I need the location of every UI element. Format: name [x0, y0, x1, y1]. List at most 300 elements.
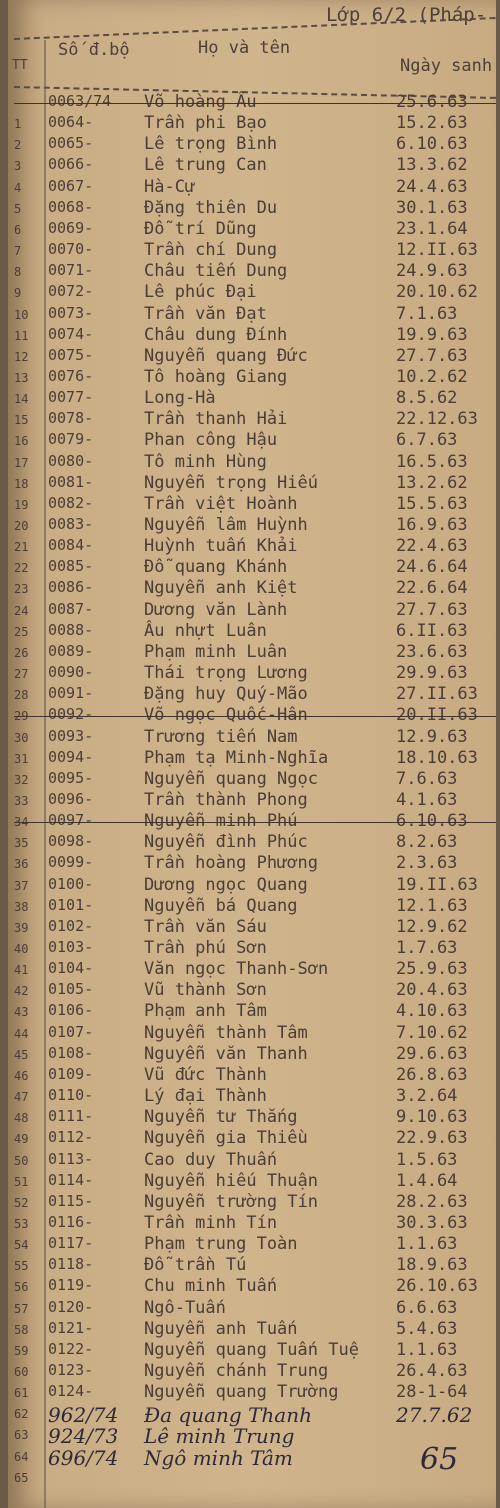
registry-number: 0113-: [48, 1149, 94, 1168]
row-number: 48: [14, 1111, 29, 1126]
registry-number: 0089-: [48, 641, 94, 660]
row-number: 41: [14, 963, 29, 978]
birth-date: 12.1.63: [396, 895, 468, 916]
birth-date: 23.6.63: [396, 641, 468, 662]
registry-number: 0079-: [48, 430, 94, 449]
table-row: [8, 621, 496, 642]
row-number: 10: [14, 307, 29, 322]
student-name: Phan công Hậu: [144, 430, 278, 451]
table-row: [8, 1276, 496, 1297]
registry-number: 962/74: [48, 1403, 119, 1428]
student-name: Nguyễn văn Thanh: [144, 1043, 308, 1064]
row-number: 24: [14, 603, 29, 618]
birth-date: 6.6.63: [396, 1297, 458, 1318]
page-number: 65: [420, 1442, 459, 1477]
table-row: [8, 261, 496, 282]
row-number: 59: [14, 1343, 29, 1358]
birth-date: 27.II.63: [396, 684, 478, 705]
registry-number: 0106-: [48, 1001, 94, 1020]
table-row: [8, 325, 496, 346]
row-number: 39: [14, 920, 29, 935]
student-name: Đỗ trần Tú: [144, 1255, 247, 1276]
table-row: [8, 219, 496, 240]
registry-number: 0092-: [48, 705, 94, 724]
row-number: 57: [14, 1301, 29, 1316]
student-name: Ngô-Tuấn: [144, 1297, 226, 1318]
table-row: [8, 642, 496, 663]
table-row: [8, 240, 496, 261]
student-name: Ngô minh Tâm: [144, 1445, 293, 1470]
student-name: Trần hoàng Phương: [144, 853, 318, 874]
row-number: 54: [14, 1238, 29, 1253]
student-name: Nguyễn anh Tuấn: [144, 1318, 298, 1339]
row-number: 1: [14, 117, 22, 132]
row-number: 34: [14, 815, 29, 830]
student-name: Lê phúc Đại: [144, 282, 257, 303]
registry-number: 0082-: [48, 493, 94, 512]
student-name: Chu minh Tuấn: [144, 1276, 278, 1297]
row-number: 15: [14, 413, 29, 428]
row-number: 55: [14, 1259, 29, 1274]
birth-date: 22.9.63: [396, 1128, 468, 1149]
registry-number: 0088-: [48, 620, 94, 639]
birth-date: 29.6.63: [396, 1043, 468, 1064]
student-name: Phạm trung Toàn: [144, 1234, 298, 1255]
row-number: 6: [14, 222, 22, 237]
student-name: Đặng thiên Du: [144, 197, 278, 218]
birth-date: 24.9.63: [396, 261, 468, 282]
registry-number: 0066-: [48, 155, 94, 174]
table-row: [8, 790, 496, 811]
registry-number: 0101-: [48, 895, 94, 914]
birth-date: 26.8.63: [396, 1064, 468, 1085]
table-row: [8, 705, 496, 726]
student-name: Đỗ quang Khánh: [144, 557, 288, 578]
row-number: 21: [14, 540, 29, 555]
registry-number: 696/74: [48, 1445, 119, 1470]
row-number: 63: [14, 1428, 29, 1443]
table-row: [8, 1150, 496, 1171]
registry-number: 0065-: [48, 134, 94, 153]
registry-number: 0116-: [48, 1212, 94, 1231]
row-number: 62: [14, 1407, 29, 1422]
registry-number: 0063/74: [48, 92, 112, 110]
birth-date: 22.6.64: [396, 578, 468, 599]
student-name: Trần việt Hoành: [144, 493, 298, 514]
birth-date: 22.4.63: [396, 536, 468, 557]
registry-number: 0086-: [48, 578, 94, 597]
table-row: [8, 304, 496, 325]
student-name: Đỗ trí Dũng: [144, 218, 257, 239]
birth-date: 2.3.63: [396, 853, 458, 874]
registry-number: 0114-: [48, 1170, 94, 1189]
birth-date: 13.3.62: [396, 155, 468, 176]
student-name: Lý đại Thành: [144, 1086, 267, 1107]
row-number: 50: [14, 1153, 29, 1168]
row-number: 14: [14, 392, 29, 407]
table-row: [8, 113, 496, 134]
student-name: Lê minh Trung: [144, 1424, 295, 1449]
table-row: [8, 1192, 496, 1213]
birth-date: 15.5.63: [396, 493, 468, 514]
student-name: Trần minh Tín: [144, 1212, 278, 1233]
row-number: 12: [14, 349, 29, 364]
row-number: 65: [14, 1470, 29, 1485]
table-row: [8, 1065, 496, 1086]
table-row: [8, 811, 496, 832]
registry-number: 0107-: [48, 1022, 94, 1041]
row-number: 2: [14, 138, 22, 153]
student-name: Thái trọng Lương: [144, 663, 308, 684]
birth-date: 20.II.63: [396, 705, 478, 726]
student-name: Nguyễn minh Phú: [144, 811, 298, 832]
student-name: Nguyễn trọng Hiếu: [144, 472, 318, 493]
birth-date: 5.4.63: [396, 1318, 458, 1339]
registry-number: 0109-: [48, 1064, 94, 1083]
row-number: 4: [14, 180, 22, 195]
table-row: [8, 452, 496, 473]
row-number: 28: [14, 688, 29, 703]
registry-number: 0077-: [48, 388, 94, 407]
registry-number: 0064-: [48, 113, 94, 132]
birth-date: 1.7.63: [396, 938, 458, 958]
registry-number: 0069-: [48, 218, 94, 237]
birth-date: 4.1.63: [396, 789, 458, 810]
registry-number: 0087-: [48, 599, 94, 618]
student-name: Vũ đức Thành: [144, 1064, 267, 1085]
row-number: 17: [14, 455, 29, 470]
birth-date: 10.2.62: [396, 366, 468, 387]
birth-date: 12.II.63: [396, 240, 478, 261]
birth-date: 27.7.63: [396, 345, 468, 366]
registry-number: 0098-: [48, 832, 94, 851]
column-header-dob: Ngày sanh: [400, 56, 493, 76]
birth-date: 23.1.64: [396, 218, 468, 239]
registry-number: 0110-: [48, 1086, 94, 1105]
student-name: Châu tiến Dung: [144, 261, 288, 282]
birth-date: 24.6.64: [396, 557, 468, 578]
registry-number: 0095-: [48, 768, 94, 787]
table-row: [8, 959, 496, 980]
registry-number: 0104-: [48, 959, 94, 978]
student-name: Đặng huy Quý-Mão: [144, 684, 308, 705]
birth-date: 28.2.63: [396, 1191, 468, 1212]
birth-date: 30.3.63: [396, 1212, 468, 1233]
row-number: 58: [14, 1322, 29, 1337]
row-number: 9: [14, 286, 22, 301]
birth-date: 22.12.63: [396, 409, 478, 430]
registry-number: 0071-: [48, 261, 94, 280]
birth-date: 18.10.63: [396, 747, 478, 768]
column-header-number: TT: [12, 58, 28, 73]
strike-through-line: [14, 822, 496, 823]
birth-date: 15.2.63: [396, 113, 468, 134]
registry-number: 0120-: [48, 1297, 94, 1316]
table-row: [8, 473, 496, 494]
registry-number: 0112-: [48, 1128, 94, 1147]
table-row: [8, 1382, 496, 1403]
registry-number: 0121-: [48, 1318, 94, 1337]
student-name: Đa quang Thanh: [144, 1403, 312, 1428]
birth-date: 20.10.62: [396, 282, 478, 303]
registry-number: 0080-: [48, 451, 94, 470]
row-number: 61: [14, 1386, 29, 1401]
row-number: 60: [14, 1365, 29, 1379]
table-row: [8, 536, 496, 557]
student-name: Trần thanh Hải: [144, 409, 288, 430]
table-row: [8, 1086, 496, 1107]
student-name: Dương văn Lành: [144, 599, 288, 620]
student-name: Nguyễn thành Tâm: [144, 1022, 308, 1043]
student-name: Nguyễn bá Quang: [144, 895, 298, 916]
registry-number: 0108-: [48, 1043, 94, 1062]
registry-number: 0094-: [48, 747, 94, 766]
birth-date: 26.10.63: [396, 1276, 478, 1297]
registry-number: 0067-: [48, 176, 94, 195]
birth-date: 20.4.63: [396, 980, 468, 1001]
student-name: Nguyễn lâm Huỳnh: [144, 515, 308, 535]
row-number: 30: [14, 730, 29, 745]
table-row: [8, 134, 496, 155]
table-row: [8, 1023, 496, 1044]
registry-number: 0078-: [48, 409, 94, 428]
registry-number: 924/73: [48, 1424, 119, 1449]
row-number: 35: [14, 836, 29, 851]
student-name: Nguyễn đình Phúc: [144, 832, 308, 853]
birth-date: 12.9.62: [396, 916, 468, 937]
row-number: 26: [14, 645, 29, 660]
table-row: [8, 684, 496, 705]
table-row: [8, 938, 496, 959]
birth-date: 18.9.63: [396, 1255, 468, 1276]
registry-number: 0074-: [48, 324, 94, 343]
birth-date: 1.5.63: [396, 1149, 458, 1170]
registry-number: 0115-: [48, 1191, 94, 1210]
row-number: 16: [14, 434, 29, 449]
strike-through-line: [14, 103, 496, 104]
registry-number: 0084-: [48, 536, 94, 555]
registry-number: 0081-: [48, 472, 94, 491]
student-name: Nguyễn tư Thắng: [144, 1107, 298, 1128]
registry-number: 0083-: [48, 515, 94, 533]
table-row: [8, 1340, 496, 1361]
table-row: [8, 896, 496, 917]
row-number: 5: [14, 201, 22, 216]
student-name: Trần văn Sáu: [144, 916, 267, 937]
registry-number: 0117-: [48, 1234, 94, 1253]
student-name: Tô hoàng Giang: [144, 366, 288, 387]
table-row: [8, 727, 496, 748]
registry-number: 0072-: [48, 282, 94, 301]
student-name: Long-Hà: [144, 388, 216, 409]
registry-number: 0073-: [48, 303, 94, 322]
strike-through-line: [14, 716, 496, 717]
birth-date: 27.7.63: [396, 599, 468, 620]
student-name: Phạm minh Luân: [144, 641, 288, 662]
table-row: [8, 155, 496, 176]
student-name: Võ hoàng Âu: [144, 92, 257, 112]
row-number: 3: [14, 159, 22, 174]
birth-date: 1.4.64: [396, 1170, 458, 1191]
student-name: Cao duy Thuấn: [144, 1149, 278, 1170]
row-number: 56: [14, 1280, 29, 1295]
row-number: 32: [14, 772, 29, 787]
table-row: [8, 515, 496, 536]
birth-date: 9.10.63: [396, 1107, 468, 1128]
student-name: Âu nhựt Luân: [144, 620, 267, 641]
birth-date: 19.9.63: [396, 324, 468, 345]
registry-number: 0097-: [48, 811, 94, 830]
row-number: 64: [14, 1449, 29, 1464]
student-name: Phạm tạ Minh-Nghĩa: [144, 747, 329, 768]
row-number: 38: [14, 899, 29, 914]
table-row: [8, 853, 496, 874]
table-row: [8, 917, 496, 938]
table-row: [8, 367, 496, 388]
table-row: [8, 346, 496, 367]
row-number: 46: [14, 1068, 29, 1083]
student-name: Phạm anh Tâm: [144, 1001, 267, 1022]
registry-number: 0068-: [48, 197, 94, 216]
row-number: 43: [14, 1005, 29, 1020]
registry-number: 0105-: [48, 980, 94, 999]
registry-number: 0070-: [48, 240, 94, 259]
registry-number: 0096-: [48, 789, 94, 808]
row-number: 8: [14, 265, 22, 280]
table-row: [8, 1044, 496, 1065]
student-name: Nguyễn chánh Trung: [144, 1361, 329, 1381]
table-row: [8, 832, 496, 853]
row-number: 27: [14, 667, 29, 682]
table-row: [8, 409, 496, 430]
birth-date: 7.10.62: [396, 1022, 468, 1043]
student-name: Trương tiến Nam: [144, 726, 298, 747]
table-row: [8, 980, 496, 1001]
column-header-name: Họ và tên: [198, 38, 291, 58]
birth-date: 8.2.63: [396, 832, 458, 853]
table-row: [8, 557, 496, 578]
row-number: 13: [14, 370, 29, 385]
birth-date: 6.10.63: [396, 134, 468, 155]
header-rule-top: [14, 17, 496, 40]
table-row: [8, 1128, 496, 1149]
student-name: Vũ thành Sơn: [144, 980, 267, 1001]
table-row: [8, 282, 496, 303]
student-name: Trần văn Đạt: [144, 303, 267, 324]
row-number: 29: [14, 709, 29, 724]
student-name: Văn ngọc Thanh-Sơn: [144, 959, 329, 980]
birth-date: 24.4.63: [396, 176, 468, 197]
row-number: 36: [14, 857, 29, 872]
registry-number: 0103-: [48, 938, 94, 956]
table-row: [8, 1255, 496, 1276]
row-number: 51: [14, 1174, 29, 1189]
student-name: Nguyễn gia Thiều: [144, 1128, 308, 1149]
row-number: 37: [14, 878, 29, 893]
table-row: [8, 1361, 496, 1382]
registry-number: 0102-: [48, 916, 94, 935]
registry-number: 0123-: [48, 1361, 94, 1379]
registry-number: 0118-: [48, 1255, 94, 1274]
birth-date: 27.7.62: [396, 1403, 473, 1428]
table-row: [8, 1234, 496, 1255]
table-row: [8, 1001, 496, 1022]
row-number: 18: [14, 476, 29, 491]
row-number: 40: [14, 942, 29, 956]
birth-date: 8.5.62: [396, 388, 458, 409]
birth-date: 12.9.63: [396, 726, 468, 747]
row-number: 33: [14, 793, 29, 808]
student-name: Nguyễn hiếu Thuận: [144, 1170, 318, 1191]
student-name: Trần phi Bạo: [144, 113, 267, 134]
student-name: Nguyễn trường Tín: [144, 1191, 318, 1212]
register-page: [8, 0, 496, 1508]
student-name: Lê trọng Bình: [144, 134, 278, 155]
table-row: [8, 1213, 496, 1234]
birth-date: 30.1.63: [396, 197, 468, 218]
student-name: Hà-Cự: [144, 176, 196, 197]
registry-number: 0099-: [48, 853, 94, 872]
row-number: 19: [14, 497, 29, 512]
birth-date: 28-1-64: [396, 1382, 468, 1403]
student-name: Nguyễn quang Ngọc: [144, 768, 318, 789]
birth-date: 3.2.64: [396, 1086, 458, 1107]
table-row: [8, 1298, 496, 1319]
birth-date: 13.2.62: [396, 472, 468, 493]
table-row: [8, 198, 496, 219]
table-row: [8, 388, 496, 409]
birth-date: 16.9.63: [396, 515, 468, 535]
table-row: [8, 578, 496, 599]
table-row: [8, 1171, 496, 1192]
table-row: [8, 92, 496, 113]
row-number: 7: [14, 244, 22, 259]
birth-date: 25.6.63: [396, 92, 468, 112]
birth-date: 6.II.63: [396, 620, 468, 641]
student-name: Huỳnh tuấn Khải: [144, 536, 298, 557]
row-number: 23: [14, 582, 29, 597]
registry-number: 0122-: [48, 1339, 94, 1358]
column-header-registry: Số đ.bộ: [58, 40, 130, 60]
table-row: [8, 748, 496, 769]
student-name: Nguyễn quang Tuấn Tuệ: [144, 1339, 359, 1360]
birth-date: 7.1.63: [396, 303, 458, 324]
registry-number: 0090-: [48, 663, 94, 682]
table-row: [8, 1403, 496, 1428]
registry-number: 0076-: [48, 366, 94, 385]
student-name: Võ ngọc Quốc-Hân: [144, 705, 308, 726]
table-row: [8, 1319, 496, 1340]
row-number: 22: [14, 561, 29, 576]
birth-date: 26.4.63: [396, 1361, 468, 1381]
registry-number: 0119-: [48, 1276, 94, 1295]
student-name: Nguyễn anh Kiệt: [144, 578, 298, 599]
row-number: 52: [14, 1195, 29, 1210]
student-name: Nguyễn quang Đức: [144, 345, 308, 366]
row-number: 11: [14, 328, 29, 343]
registry-number: 0100-: [48, 874, 94, 893]
birth-date: 29.9.63: [396, 663, 468, 684]
student-name: Trần thành Phong: [144, 789, 308, 810]
birth-date: 25.9.63: [396, 959, 468, 980]
birth-date: 6.7.63: [396, 430, 458, 451]
row-number: 25: [14, 624, 29, 639]
student-name: Lê trung Can: [144, 155, 267, 176]
registry-number: 0091-: [48, 684, 94, 703]
student-name: Trần chí Dung: [144, 240, 278, 261]
registry-number: 0124-: [48, 1382, 94, 1401]
row-number: 53: [14, 1216, 29, 1231]
